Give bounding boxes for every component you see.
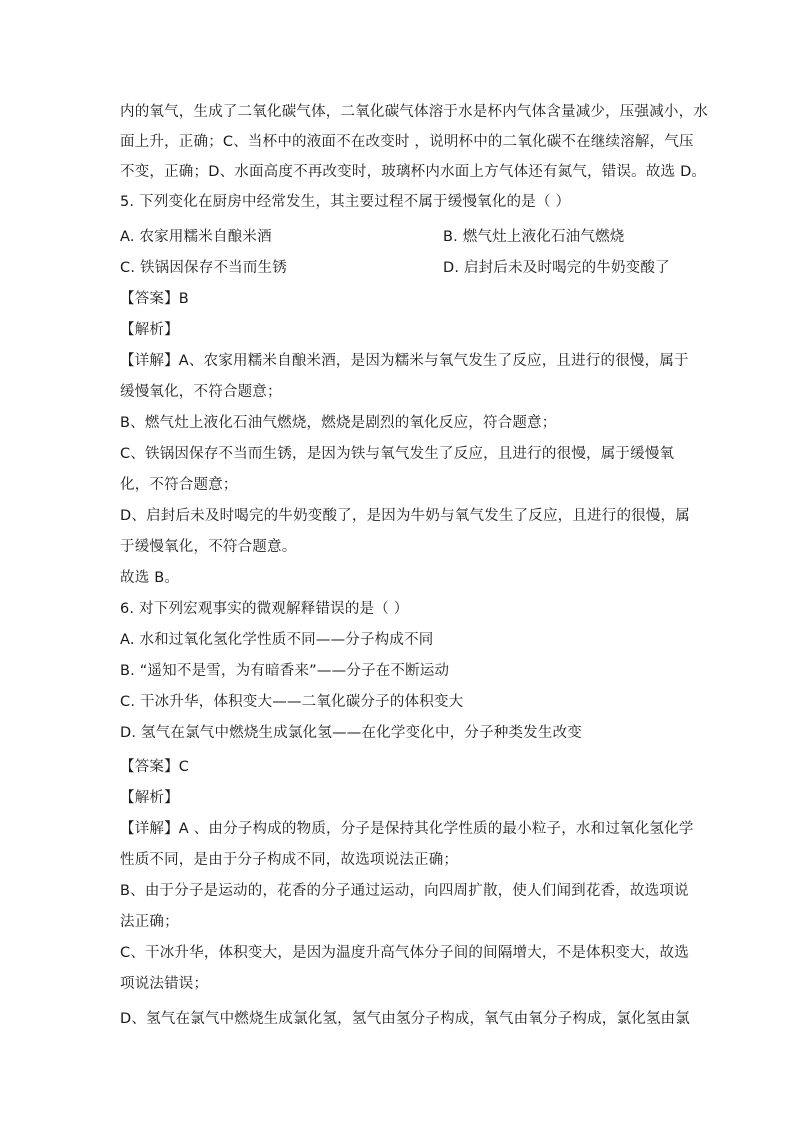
text-line: 【详解】A、农家用糯米自酿米酒，是因为糯米与氧气发生了反应，且进行的很慢，属于 <box>120 353 689 369</box>
text-line: D、氢气在氯气中燃烧生成氯化氢，氢气由氢分子构成，氧气由氧分子构成，氯化氢由氯 <box>120 1011 690 1027</box>
text-line: 性质不同，是由于分子构成不同，故选项说法正确； <box>120 852 459 868</box>
text-line: 内的氧气，生成了二氧化碳气体，二氧化碳气体溶于水是杯内气体含量减少，压强减小，水 <box>120 104 708 120</box>
text-line: 故选 B。 <box>120 570 180 586</box>
text-line: 【详解】A 、由分子构成的物质，分子是保持其化学性质的最小粒子，水和过氧化氢化学 <box>120 821 694 837</box>
text-line: B、燃气灶上液化石油气燃烧，燃烧是剧烈的氧化反应，符合题意； <box>120 415 557 431</box>
text-line: 缓慢氧化，不符合题意； <box>120 384 282 400</box>
text-line: D、启封后未及时喝完的牛奶变酸了，是因为牛奶与氧气发生了反应，且进行的很慢，属 <box>120 508 690 524</box>
text-line: C、铁锅因保存不当而生锈，是因为铁与氧气发生了反应，且进行的很慢，属于缓慢氧 <box>120 446 675 462</box>
analysis-label: 【解析】 <box>120 322 179 338</box>
answer-label: 【答案】C <box>120 759 190 775</box>
question-6-option-b: B. “遥知不是雪，为有暗香来”——分子在不断运动 <box>120 663 450 679</box>
text-line: 项说法错误； <box>120 976 209 992</box>
answer-label: 【答案】B <box>120 291 189 307</box>
text-line: B、由于分子是运动的，花香的分子通过运动，向四周扩散，使人们闻到花香，故选项说 <box>120 883 689 899</box>
text-line: 化，不符合题意； <box>120 477 238 493</box>
text-line: C、干冰升华，体积变大，是因为温度升高气体分子间的间隔增大，不是体积变大，故选 <box>120 945 689 961</box>
analysis-label: 【解析】 <box>120 790 179 806</box>
text-line: 不变，正确；D、水面高度不再改变时，玻璃杯内水面上方气体还有氮气，错误。故选 D。 <box>120 164 707 180</box>
question-5-option-b: B. 燃气灶上液化石油气燃烧 <box>443 229 625 245</box>
question-5-option-a: A. 农家用糯米自酿米酒 <box>120 229 272 245</box>
text-line: 法正确； <box>120 914 179 930</box>
text-line: 面上升，正确；C、当杯中的液面不在改变时 ，说明杯中的二氧化碳不在继续溶解，气压 <box>120 134 694 150</box>
question-5-option-c: C. 铁锅因保存不当而生锈 <box>120 260 287 276</box>
question-6-stem: 6. 对下列宏观事实的微观解释错误的是（ ） <box>120 601 409 617</box>
question-6-option-c: C. 干冰升华，体积变大——二氧化碳分子的体积变大 <box>120 694 464 710</box>
question-6-option-d: D. 氢气在氯气中燃烧生成氯化氢——在化学变化中，分子种类发生改变 <box>120 725 582 741</box>
question-6-option-a: A. 水和过氧化氢化学性质不同——分子构成不同 <box>120 632 434 648</box>
question-5-stem: 5. 下列变化在厨房中经常发生，其主要过程不属于缓慢氧化的是（ ） <box>120 194 571 210</box>
question-5-option-d: D. 启封后未及时喝完的牛奶变酸了 <box>443 260 670 276</box>
text-line: 于缓慢氧化，不符合题意。 <box>120 539 297 555</box>
